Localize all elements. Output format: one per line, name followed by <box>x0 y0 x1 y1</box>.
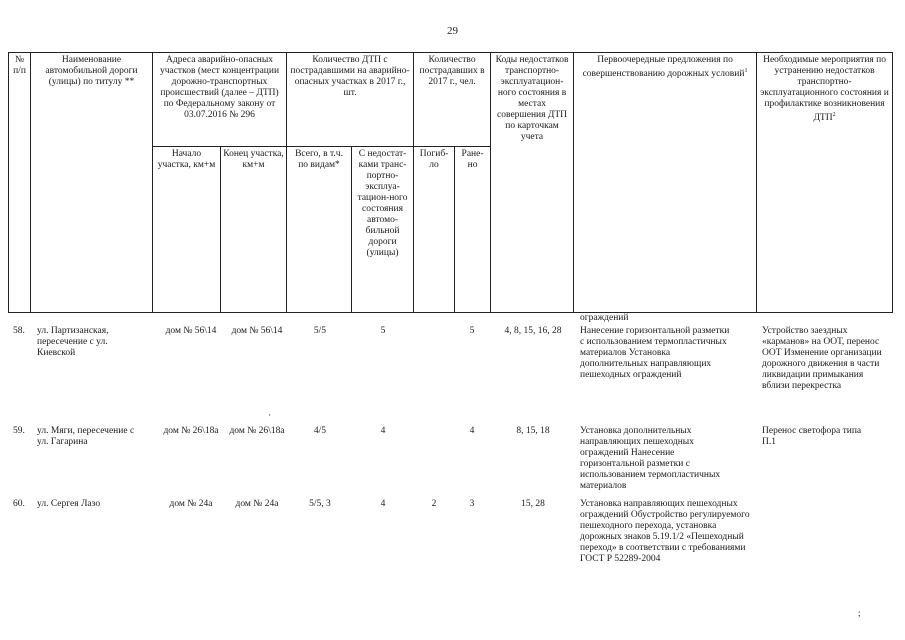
injured-count: 3 <box>469 499 475 509</box>
proposals-text: Нанесение горизонтальной разметки с использованием термопластичных материалов Установка дополнительных направляющих пешеходных ограждений <box>580 326 730 380</box>
dtp-defects: 4 <box>380 499 386 509</box>
header-dtp-count: Количество ДТП с пострадавшими на аварийно-опасных участках в 2017 г., шт. <box>287 53 414 147</box>
header-codes: Коды недостатков транспортно-эксплуатацион-ного состояния в местах совершения ДТП по карточкам учета <box>491 53 574 313</box>
header-injured: Ране-но <box>455 147 491 313</box>
dtp-total: 4/5 <box>313 426 327 436</box>
defect-codes: 8, 15, 18 <box>516 426 550 436</box>
section-start: дом № 24а <box>169 499 213 509</box>
dtp-total: 5/5 <box>313 326 327 336</box>
dtp-defects: 5 <box>380 326 386 336</box>
scan-speck: ; <box>858 608 861 618</box>
row-number: 60. <box>13 499 25 509</box>
page-number: 29 <box>447 25 458 37</box>
dtp-total: 5/5, 3 <box>309 499 331 509</box>
scan-speck: · <box>268 410 271 420</box>
header-dtp-total: Всего, в т.ч. по видам* <box>287 147 352 313</box>
header-road: Наименование автомобильной дороги (улицы) по титулу ** <box>31 53 153 313</box>
road-name: ул. Мяги, пересечение с ул. Гагарина <box>37 426 135 447</box>
proposals-text: Установка дополнительных направляющих пешеходных ограждений Нанесение горизонтальной разметки с использованием термопластичных материалов <box>580 426 721 491</box>
measures-text: Перенос светофора типа П.1 <box>762 426 862 447</box>
header-victims: Количество пострадавших в 2017 г., чел. <box>414 53 491 147</box>
defect-codes: 4, 8, 15, 16, 28 <box>504 326 562 336</box>
measures-text: Устройство заездных «карманов» на ООТ, перенос ООТ Изменение организации дорожного движения в части ликвидации примыкания вблизи перекрестка <box>762 326 882 391</box>
defect-codes: 15, 28 <box>521 499 545 509</box>
section-end: дом № 24а <box>235 499 279 509</box>
header-dtp-defects: С недостат-ками транс-портно-эксплуа-тацион-ного состояния автомо-бильной дороги (улицы) <box>352 147 414 313</box>
section-end: дом № 56\14 <box>231 326 283 336</box>
row-number: 58. <box>13 326 25 336</box>
header-killed: Погиб-ло <box>414 147 455 313</box>
road-name: ул. Партизанская, пересечение с ул. Киевской <box>37 326 109 358</box>
header-address-end: Конец участка, км+м <box>221 147 287 313</box>
table-header <box>8 52 893 313</box>
proposals-text: Установка направляющих пешеходных ограждений Обустройство регулируемого пешеходного перехода, установка дорожных знаков 5.19.1/2 «Пешеходный переход» в соответствии с требованиями ГОСТ Р 52289-2004 <box>580 499 750 564</box>
section-end: дом № 26\18а <box>229 426 285 436</box>
carry-over-text: ограждений <box>580 313 629 323</box>
header-address-start: Начало участка, км+м <box>153 147 221 313</box>
header-proposals: Первоочередные предложения по совершенствованию дорожных условий$^1$ <box>574 53 757 313</box>
road-name: ул. Сергея Лазо <box>37 499 101 509</box>
section-start: дом № 26\18а <box>163 426 219 436</box>
section-start: дом № 56\14 <box>165 326 217 336</box>
dtp-defects: 4 <box>380 426 386 436</box>
injured-count: 4 <box>469 426 475 436</box>
header-address: Адреса аварийно-опасных участков (мест концентрации дорожно-транспортных происшествий (далее – ДТП) по Федеральному закону от 03.07.2016 № 296 <box>153 53 287 147</box>
injured-count: 5 <box>469 326 475 336</box>
killed-count: 2 <box>431 499 437 509</box>
row-number: 59. <box>13 426 25 436</box>
header-num: № п/п <box>9 53 31 313</box>
header-measures: Необходимые мероприятия по устранению недостатков транспортно-эксплуатационного состояния и профилактике возникновения ДТП$^2$ <box>757 53 893 313</box>
